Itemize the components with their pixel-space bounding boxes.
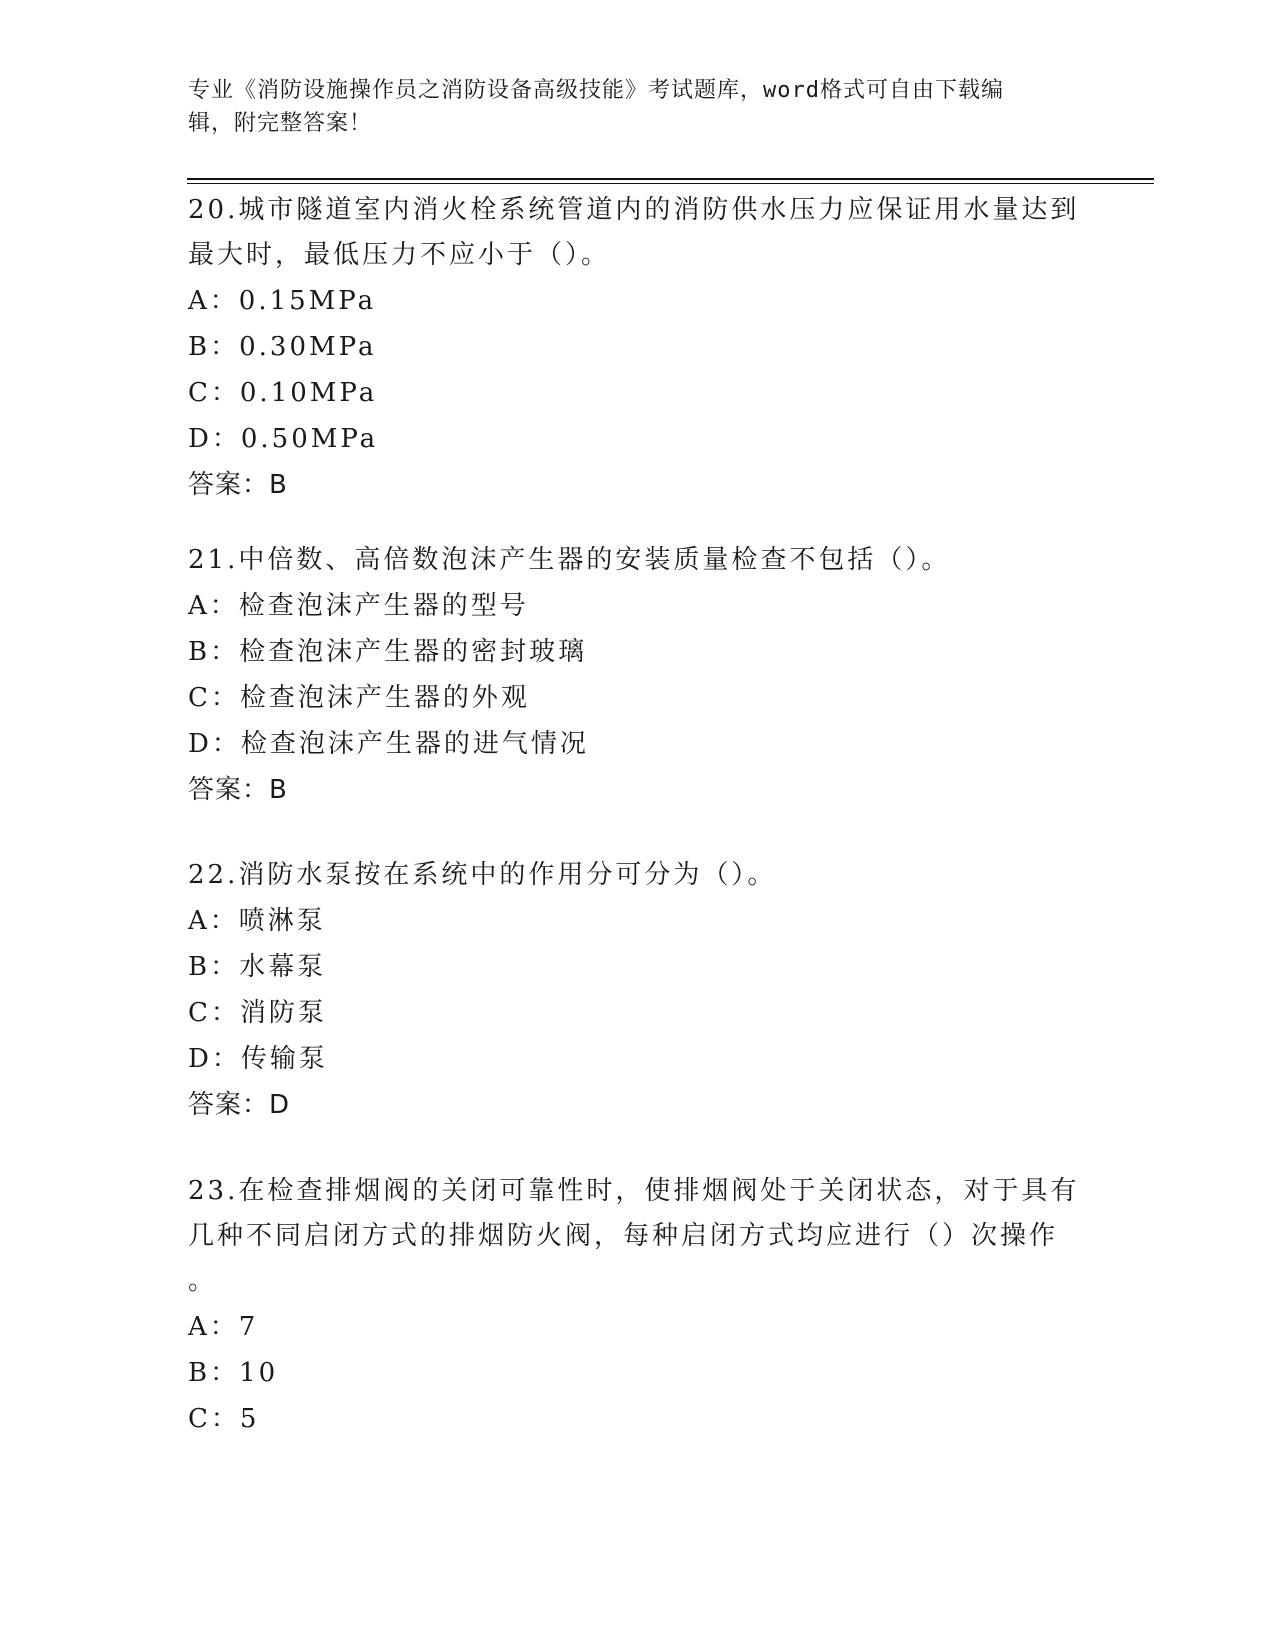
- option-c: C：检查泡沫产生器的外观: [188, 683, 530, 713]
- question-stem-line: 23.在检查排烟阀的关闭可靠性时，使排烟阀处于关闭状态，对于具有: [188, 1176, 1080, 1206]
- option-c: C：0.10MPa: [188, 378, 378, 408]
- question-21: [188, 538, 1088, 813]
- option-b: B：水幕泵: [188, 952, 327, 982]
- option-c: C：5: [188, 1404, 260, 1434]
- option-a: A：0.15MPa: [188, 286, 377, 316]
- document-header: [188, 74, 1088, 140]
- header-divider-thick: [187, 178, 1154, 180]
- answer-line: 答案：B: [188, 775, 288, 805]
- question-stem-line: 20.城市隧道室内消火栓系统管道内的消防供水压力应保证用水量达到: [188, 195, 1080, 225]
- header-line-2: 辑，附完整答案！: [188, 111, 373, 136]
- option-a: A：7: [188, 1312, 259, 1342]
- question-stem-line: 21.中倍数、高倍数泡沫产生器的安装质量检查不包括（）。: [188, 545, 951, 575]
- option-b: B：10: [188, 1358, 279, 1388]
- question-23: [188, 1169, 1088, 1442]
- question-stem-line: 几种不同启闭方式的排烟防火阀，每种启闭方式均应进行（）次操作: [188, 1221, 1059, 1251]
- answer-line: 答案：D: [188, 1090, 291, 1120]
- option-b: B：检查泡沫产生器的密封玻璃: [188, 637, 588, 667]
- header-divider-thin: [187, 183, 1154, 184]
- header-line-1: 专业《消防设施操作员之消防设备高级技能》考试题库，word格式可自由下载编: [188, 78, 1004, 103]
- question-20: [188, 188, 1088, 508]
- option-d: D：传输泵: [188, 1044, 328, 1074]
- option-c: C：消防泵: [188, 998, 327, 1028]
- question-22: [188, 853, 1088, 1128]
- question-stem-line: 。: [188, 1266, 218, 1296]
- question-stem-line: 22.消防水泵按在系统中的作用分可分为（）。: [188, 860, 777, 890]
- option-a: A：检查泡沫产生器的型号: [188, 591, 529, 621]
- option-d: D：检查泡沫产生器的进气情况: [188, 729, 589, 759]
- option-b: B：0.30MPa: [188, 332, 377, 362]
- question-stem-line: 最大时，最低压力不应小于（）。: [188, 240, 611, 270]
- answer-line: 答案：B: [188, 470, 288, 500]
- option-d: D：0.50MPa: [188, 424, 379, 454]
- option-a: A：喷淋泵: [188, 906, 326, 936]
